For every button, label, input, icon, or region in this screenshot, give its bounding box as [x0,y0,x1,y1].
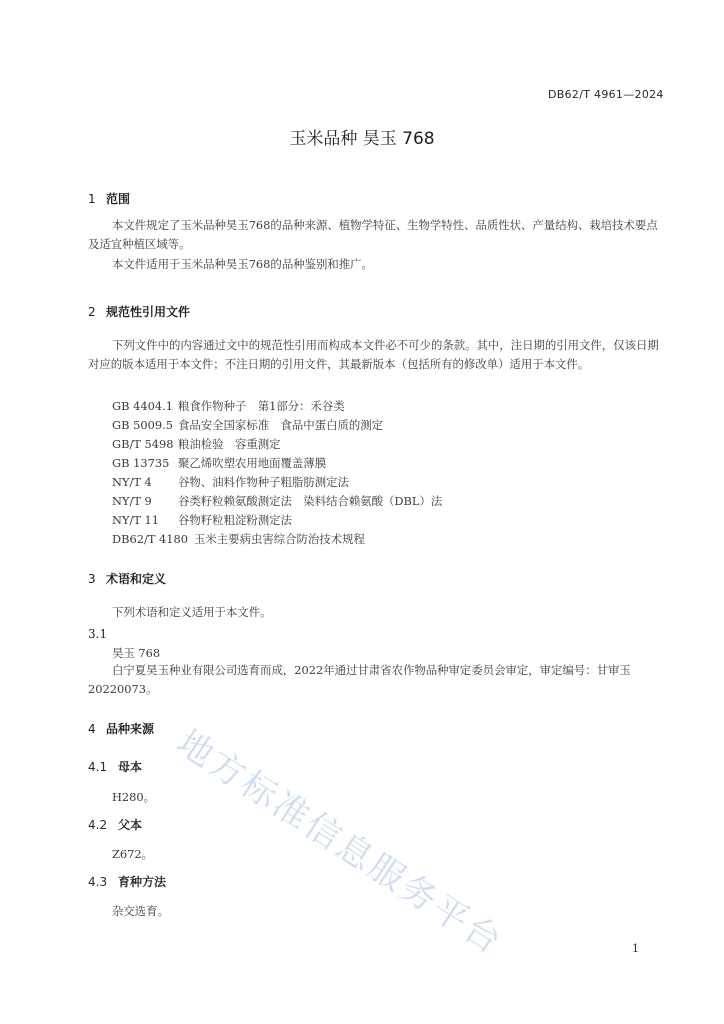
male-parent-value: Z672。 [112,847,154,861]
reference-item [112,398,345,414]
subsection-title: 父本 [118,818,143,832]
section-2-heading [88,303,190,320]
reference-item [112,531,365,547]
section-title: 品种来源 [106,722,155,736]
reference-item [112,512,292,528]
reference-title: 粮食作物种子 第1部分：禾谷类 [178,399,345,413]
document-title: 玉米品种 昊玉 768 [289,129,435,149]
reference-title: 粮油检验 容重测定 [178,437,281,451]
reference-item [112,493,442,509]
term-name: 昊玉 768 [112,646,161,660]
female-parent-value: H280。 [112,790,156,804]
subsection-4-2-heading [88,816,142,833]
reference-code: GB 13735 [112,456,170,470]
reference-code: GB/T 5498 [112,437,174,451]
reference-title: 聚乙烯吹塑农用地面覆盖薄膜 [178,456,327,470]
breeding-method-value: 杂交选育。 [112,904,169,918]
document-code: DB62/T 4961—2024 [548,88,664,101]
reference-code: NY/T 11 [112,513,160,527]
section-number: 4 [88,722,96,736]
subsection-title: 母本 [118,760,143,774]
scope-paragraph-1: 本文件规定了玉米品种昊玉768的品种来源、植物学特征、生物学特性、品质性状、产量结构、栽培技术要点及适宜种植区域等。 [88,218,658,251]
term-definition: 白宁夏昊玉种业有限公司选育而成，2022年通过甘肃省农作物品种审定委员会审定，审定编号：甘审玉20220073。 [88,663,631,696]
scope-paragraph-2: 本文件适用于玉米品种昊玉768的品种鉴别和推广。 [112,257,373,271]
reference-title: 玉米主要病虫害综合防治技术规程 [194,532,365,546]
page-number: 1 [632,942,639,955]
reference-code: DB62/T 4180 [112,532,189,546]
section-number: 3 [88,572,96,586]
subsection-4-1-heading [88,758,142,775]
section-3-heading [88,570,166,587]
subsection-number: 4.3 [88,875,108,889]
reference-title: 谷类籽粒赖氨酸测定法 染料结合赖氨酸（DBL）法 [178,494,443,508]
reference-code: GB 4404.1 [112,399,173,413]
subsection-number: 4.1 [88,760,108,774]
subsection-4-3-heading [88,873,166,890]
subsection-title: 育种方法 [118,875,167,889]
reference-item [112,474,349,490]
term-number: 3.1 [88,627,108,641]
section-number: 1 [88,192,96,206]
reference-item [112,417,383,433]
reference-code: NY/T 4 [112,475,152,489]
section-1-heading [88,190,130,207]
section-title: 规范性引用文件 [106,305,191,319]
reference-title: 食品安全国家标准 食品中蛋白质的测定 [178,418,384,432]
reference-title: 谷物、油料作物种子粗脂肪测定法 [178,475,349,489]
reference-title: 谷物籽粒粗淀粉测定法 [178,513,292,527]
reference-item [112,436,281,452]
watermark: 地方标准信息服务平台 [169,722,510,964]
reference-code: GB 5009.5 [112,418,173,432]
section-title: 术语和定义 [106,572,167,586]
terms-intro: 下列术语和定义适用于本文件。 [112,605,272,619]
subsection-number: 4.2 [88,818,108,832]
reference-code: NY/T 9 [112,494,152,508]
section-title: 范围 [106,192,131,206]
section-4-heading [88,720,154,737]
normative-intro-paragraph: 下列文件中的内容通过文中的规范性引用而构成本文件必不可少的条款。其中，注日期的引用文件，仅该日期对应的版本适用于本文件；不注日期的引用文件，其最新版本（包括所有的修改单）适用于本文件。 [88,338,659,371]
reference-item [112,455,326,471]
section-number: 2 [88,305,96,319]
